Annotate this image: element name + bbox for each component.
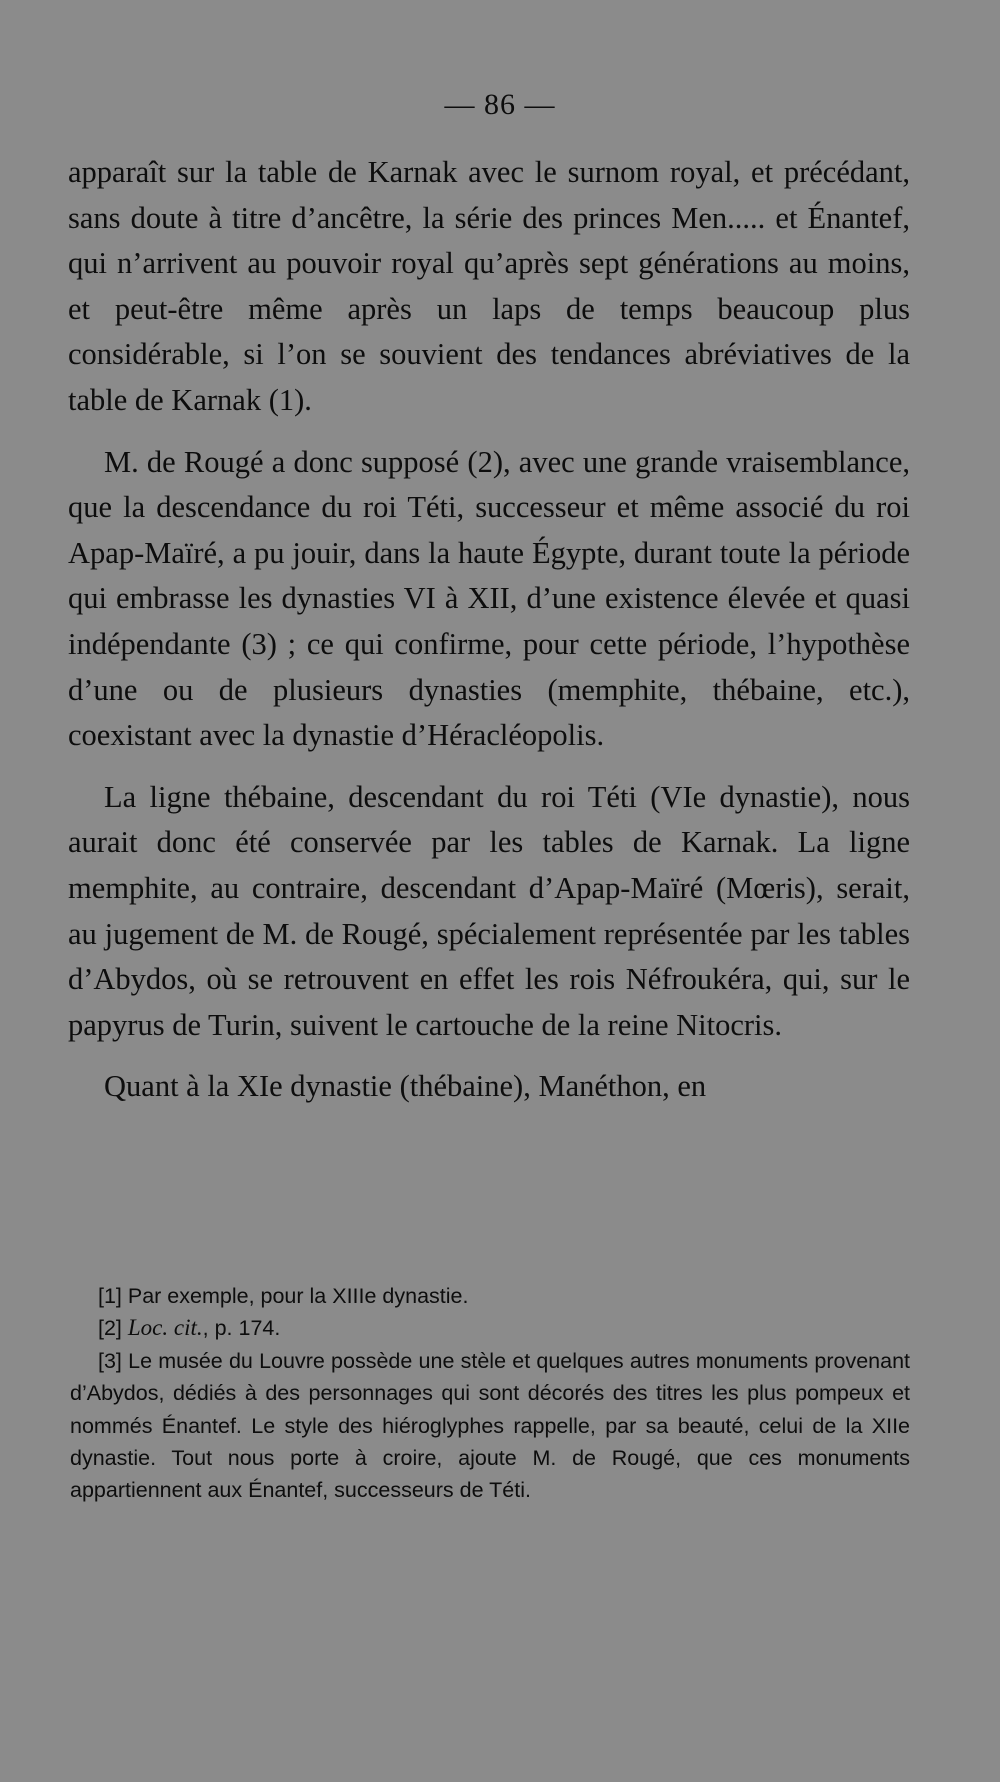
footnote-3: [3] Le musée du Louvre possède une stèle et quelques autres monuments provenant d’Abydos, dédiés à des personnages qui sont décorés des titres les plus pompeux et nommés Énantef. Le style des hiéroglyphes rappelle, par sa beauté, celui de la XIIe dynastie. Tout nous porte à croire, ajoute M. de Rougé, que ces monuments appartiennent aux Énantef, successeurs de Téti. <box>70 1348 910 1503</box>
footnote-2-page: , p. 174. <box>202 1316 281 1341</box>
paragraph-3: La ligne thébaine, descendant du roi Téti (VIe dynastie), nous aurait donc été conservée par les tables de Karnak. La ligne memphite, au contraire, descendant d’Apap-Maïré (Mœris), serait, au jugement de M. de Rougé, spécialement représentée par les tables d’Abydos, où se retrouvent en effet les rois Néfroukéra, qui, sur le papyrus de Turin, suivent le cartouche de la reine Nitocris. <box>68 779 910 1042</box>
paragraph-1: apparaît sur la table de Karnak avec le surnom royal, et précédant, sans doute à titre d’ancêtre, la série des princes Men..... et Énantef, qui n’arrivent au pouvoir royal qu’après sept générations au moins, et peut-être même après un laps de temps beaucoup plus considérable, si l’on se souvient des tendances abréviatives de la table de Karnak (1). <box>68 155 910 417</box>
footnotes <box>70 1280 910 1507</box>
footnote-2-marker: [2] <box>98 1316 128 1341</box>
page-number: — 86 — <box>444 88 556 121</box>
footnote-1: [1] Par exemple, pour la XIIIe dynastie. <box>98 1284 469 1308</box>
paragraph-2: M. de Rougé a donc supposé (2), avec une grande vraisemblance, que la descendance du roi Téti, successeur et même associé du roi Apap-Maïré, a pu jouir, dans la haute Égypte, durant toute la période qui embrasse les dynasties VI à XII, d’une existence élevée et quasi indépendante (3) ; ce qui confirme, pour cette période, l’hypothèse d’une ou de plusieurs dynasties (memphite, thébaine, etc.), coexistant avec la dynastie d’Héracléopolis. <box>68 444 910 753</box>
paragraph-4: Quant à la XIe dynastie (thébaine), Manéthon, en <box>104 1069 707 1104</box>
footnote-2-citation: Loc. cit. <box>127 1315 203 1341</box>
footnote-2 <box>70 1312 910 1344</box>
main-text <box>68 150 910 1110</box>
